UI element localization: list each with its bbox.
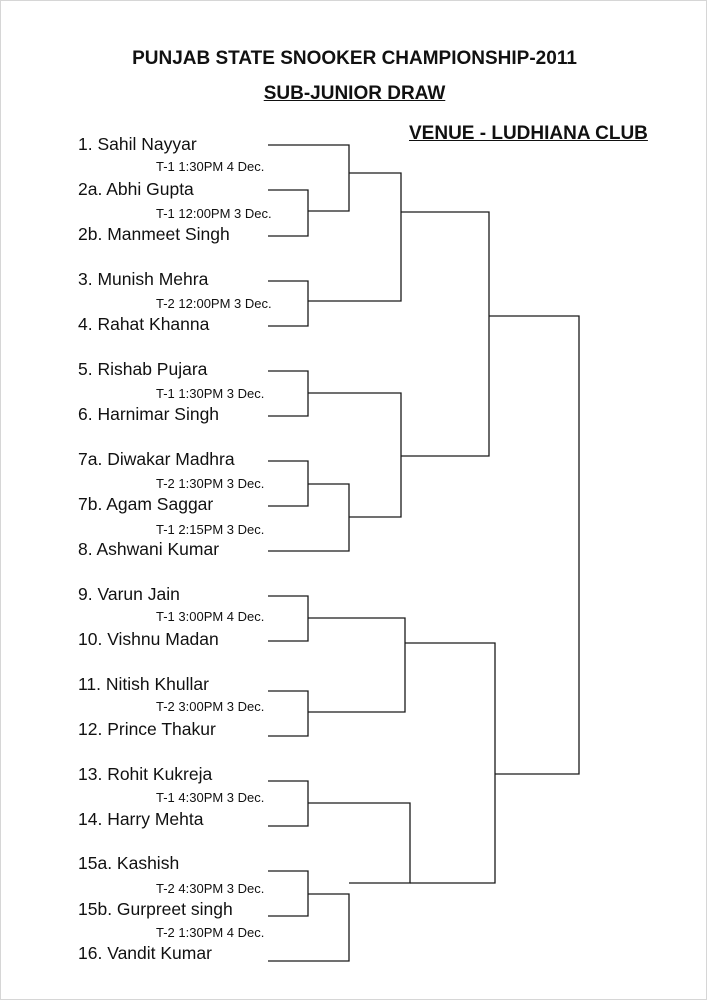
bracket-line: [405, 643, 495, 883]
bracket-line: [308, 618, 405, 712]
player-name: 8. Ashwani Kumar: [78, 539, 220, 559]
bracket-lines: [1, 1, 707, 1001]
player-name: 13. Rohit Kukreja: [78, 764, 213, 784]
match-schedule: T-1 1:30PM 4 Dec.: [156, 159, 265, 174]
match-schedule: T-2 3:00PM 3 Dec.: [156, 699, 265, 714]
player-name: 5. Rishab Pujara: [78, 359, 208, 379]
match-schedule: T-2 1:30PM 4 Dec.: [156, 925, 265, 940]
player-name: 15b. Gurpreet singh: [78, 899, 233, 919]
bracket-line: [268, 190, 308, 236]
player-name: 9. Varun Jain: [78, 584, 180, 604]
player-name: 10. Vishnu Madan: [78, 629, 219, 649]
match-schedule: T-1 12:00PM 3 Dec.: [156, 206, 272, 221]
player-name: 11. Nitish Khullar: [78, 674, 209, 694]
player-name: 3. Munish Mehra: [78, 269, 209, 289]
player-name: 16. Vandit Kumar: [78, 943, 212, 963]
player-name: 7a. Diwakar Madhra: [78, 449, 235, 469]
bracket-line: [268, 371, 308, 416]
player-name: 2b. Manmeet Singh: [78, 224, 230, 244]
bracket-line: [268, 461, 308, 506]
player-name: 4. Rahat Khanna: [78, 314, 210, 334]
bracket-line: [401, 212, 489, 456]
draw-subtitle: SUB-JUNIOR DRAW: [263, 83, 446, 104]
bracket-line: [268, 781, 308, 826]
bracket-line: [268, 596, 308, 641]
venue-label: VENUE - LUDHIANA CLUB: [409, 123, 648, 144]
bracket-line: [308, 393, 401, 517]
match-schedule: T-1 4:30PM 3 Dec.: [156, 790, 265, 805]
match-schedule: T-1 3:00PM 4 Dec.: [156, 609, 265, 624]
player-name: 2a. Abhi Gupta: [78, 179, 194, 199]
page-title: PUNJAB STATE SNOOKER CHAMPIONSHIP-2011: [132, 48, 577, 69]
bracket-line: [268, 691, 308, 736]
player-name: 15a. Kashish: [78, 853, 180, 873]
bracket-line: [308, 173, 401, 301]
player-name: 6. Harnimar Singh: [78, 404, 220, 424]
player-name: 14. Harry Mehta: [78, 809, 204, 829]
bracket-line: [268, 281, 308, 326]
player-name: 7b. Agam Saggar: [78, 494, 214, 514]
player-name: 12. Prince Thakur: [78, 719, 216, 739]
bracket-line: [268, 871, 308, 916]
match-schedule: T-1 2:15PM 3 Dec.: [156, 522, 265, 537]
match-schedule: T-2 4:30PM 3 Dec.: [156, 881, 265, 896]
bracket-line: [308, 803, 410, 883]
player-name: 1. Sahil Nayyar: [78, 134, 197, 154]
match-schedule: T-2 1:30PM 3 Dec.: [156, 476, 265, 491]
match-schedule: T-2 12:00PM 3 Dec.: [156, 296, 272, 311]
bracket-line: [489, 316, 579, 774]
match-schedule: T-1 1:30PM 3 Dec.: [156, 386, 265, 401]
